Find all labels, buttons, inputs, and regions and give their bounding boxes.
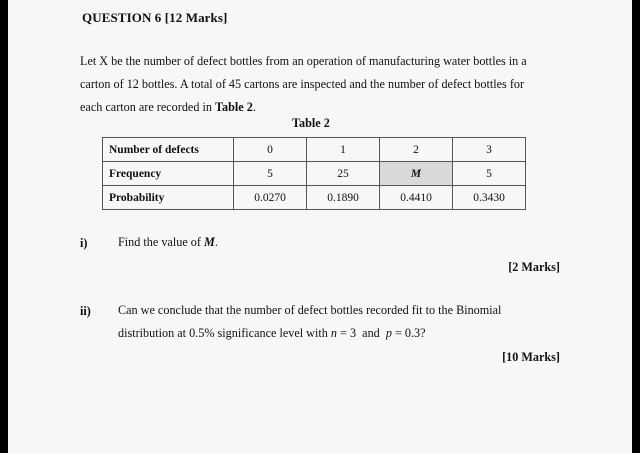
- frequency-table: [102, 137, 526, 210]
- part-ii-line-1: Can we conclude that the number of defect bottles recorded fit to the Binomial: [118, 303, 502, 317]
- variable-p: p: [385, 326, 392, 340]
- part-i-prompt: Find the value of: [118, 235, 204, 249]
- table-cell: 5: [234, 162, 307, 186]
- part-ii-marks: [10 Marks]: [502, 350, 560, 364]
- row-header: Probability: [103, 186, 234, 210]
- table-cell: 25: [307, 162, 380, 186]
- part-ii-number: ii): [80, 304, 91, 318]
- row-header: Frequency: [103, 162, 234, 186]
- n-value: = 3 and: [337, 326, 386, 340]
- intro-line-3-text: each carton are recorded in: [80, 100, 215, 114]
- variable-n: n: [330, 326, 337, 340]
- p-value: = 0.3?: [391, 326, 426, 340]
- table-cell: 2: [380, 138, 453, 162]
- intro-line-3-end: .: [252, 100, 256, 114]
- table-row: [103, 186, 526, 210]
- table-cell: 0.4410: [380, 186, 453, 210]
- table-cell: 0: [234, 138, 307, 162]
- intro-paragraph: [80, 50, 560, 119]
- table-cell: 5: [453, 162, 526, 186]
- table-row: [103, 162, 526, 186]
- part-ii-line-2-text: distribution at 0.5% significance level with: [118, 326, 331, 340]
- table-cell-unknown: M: [380, 162, 453, 186]
- question-title: QUESTION 6 [12 Marks]: [82, 10, 228, 25]
- part-i-marks: [2 Marks]: [508, 260, 560, 274]
- document-page: [8, 0, 632, 453]
- part-i-end: .: [214, 235, 218, 249]
- intro-line-2: carton of 12 bottles. A total of 45 cartons are inspected and the number of defect bottles for: [80, 77, 525, 91]
- variable-m: M: [203, 235, 215, 249]
- part-ii-text: [118, 299, 560, 345]
- intro-line-1: Let X be the number of defect bottles from an operation of manufacturing water bottles in a: [80, 54, 527, 68]
- row-header: Number of defects: [103, 138, 234, 162]
- part-i-number: i): [80, 236, 88, 250]
- table-caption: Table 2: [292, 116, 330, 130]
- part-i-text: [118, 231, 218, 254]
- table-cell: 0.0270: [234, 186, 307, 210]
- table-cell: 1: [307, 138, 380, 162]
- table-reference: Table 2: [215, 100, 253, 114]
- table-cell: 3: [453, 138, 526, 162]
- table-cell: 0.3430: [453, 186, 526, 210]
- table-row: [103, 138, 526, 162]
- table-cell: 0.1890: [307, 186, 380, 210]
- part-ii-line-2: [118, 322, 560, 345]
